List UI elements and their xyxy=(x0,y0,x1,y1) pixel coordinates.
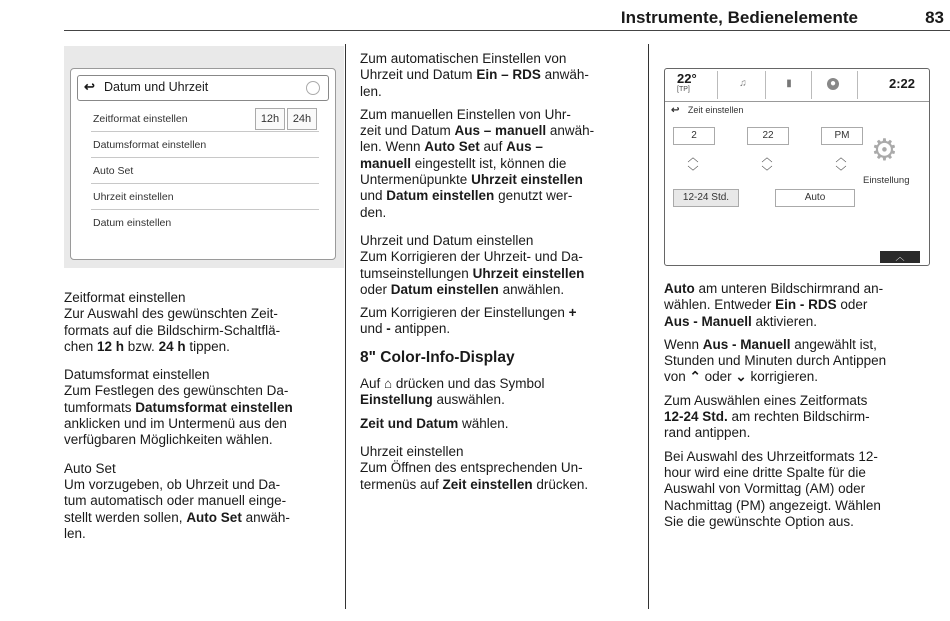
menu-row-set-time[interactable] xyxy=(91,185,319,210)
screen-date-time xyxy=(70,68,336,260)
column-divider xyxy=(345,44,346,609)
screen-set-time xyxy=(664,68,930,266)
hour-field: 2 xyxy=(673,127,715,145)
heading: Datumsformat einstellen xyxy=(64,367,210,383)
phone-icon[interactable]: ▮ xyxy=(786,78,792,89)
menu-row-date-format[interactable] xyxy=(91,133,319,158)
circle-icon xyxy=(306,81,320,95)
column-2 xyxy=(360,51,642,500)
separator xyxy=(811,71,812,99)
btn-auto[interactable]: Auto xyxy=(775,189,855,207)
hour-up-icon[interactable]: ︿ xyxy=(687,152,699,164)
figure-set-time-screen xyxy=(652,46,930,268)
info-icon[interactable]: ● xyxy=(827,78,839,90)
text-block: Wenn Aus - Manuell angewählt ist, Stunden und Minuten durch Antippen von ⌃ oder ⌄ korrigieren. xyxy=(664,336,887,385)
text-block: Auf ⌂ drücken und das Symbol Einstellung auswählen. xyxy=(360,376,545,408)
menu-row-label: Datum einstellen xyxy=(93,217,172,229)
hour-down-icon[interactable]: ﹀ xyxy=(687,166,699,178)
menu-row-label: Datumsformat einstellen xyxy=(93,139,207,151)
menu-titlebar xyxy=(77,75,329,101)
ampm-field: PM xyxy=(821,127,863,145)
temperature: 22° xyxy=(677,71,697,86)
text-block: Uhrzeit und Datum einstellen Zum Korrigieren der Uhrzeit- und Da- tumseinstellungen Uhrzeit einstellen oder Datum einstellen anwählen. xyxy=(360,232,585,297)
text-block: Zum Korrigieren der Einstellungen + und - antippen. xyxy=(360,305,577,337)
back-icon[interactable]: ↩ xyxy=(84,79,95,94)
page-header xyxy=(64,0,950,34)
heading: Zeitformat einstellen xyxy=(64,290,186,305)
music-icon[interactable]: ♫ xyxy=(739,78,747,89)
ampm-down-icon[interactable]: ﹀ xyxy=(835,166,847,178)
home-icon: ⌂ xyxy=(384,376,393,392)
section-heading: 8" Color-Info-Display xyxy=(360,348,515,366)
text-block: Auto Set Um vorzugeben, ob Uhrzeit und Da- tum automatisch oder manuell einge- stellt werden sollen, Auto Set anwäh- len. xyxy=(64,460,290,541)
page-number: 83 xyxy=(925,8,944,27)
menu-row-label: Zeitformat einstellen xyxy=(93,113,188,125)
text-block: Uhrzeit einstellen Zum Öffnen des entsprechenden Un- termenüs auf Zeit einstellen drücken. xyxy=(360,443,589,492)
btn-12-24[interactable]: 12-24 Std. xyxy=(673,189,739,207)
header-rule xyxy=(64,30,950,31)
text-block: Zum Auswählen eines Zeitformats 12-24 Std. am rechten Bildschirm- rand antippen. xyxy=(664,392,870,441)
collapse-button[interactable]: ︿ xyxy=(880,251,920,263)
gear-icon[interactable]: ⚙ xyxy=(871,134,898,167)
text-block: Datumsformat einstellen Zum Festlegen des gewünschten Da- tumformats Datumsformat einstellen anklicken und im Untermenü aus den verfügbaren Möglichkeiten wählen. xyxy=(64,367,293,448)
btn-24h[interactable]: 24h xyxy=(287,108,317,130)
menu-row-label: Auto Set xyxy=(93,165,134,177)
text-block: Bei Auswahl des Uhrzeitformats 12- hour wird eine dritte Spalte für die Auswahl von Vormittag (AM) oder Nachmittag (PM) angezeigt. Wählen Sie die gewünschte Option aus. xyxy=(664,448,881,529)
submenu-bar xyxy=(671,105,921,119)
separator xyxy=(857,71,858,99)
minute-up-icon[interactable]: ︿ xyxy=(761,152,773,164)
heading: Uhrzeit einstellen xyxy=(360,443,464,459)
chevron-down-icon: ⌄ xyxy=(735,369,747,385)
menu-row-auto-set[interactable] xyxy=(91,159,319,184)
text-block: Zum automatischen Einstellen von Uhrzeit und Datum Ein – RDS anwäh- len. xyxy=(360,51,589,99)
back-icon[interactable]: ↩ xyxy=(671,105,680,116)
submenu-title: Zeit einstellen xyxy=(687,105,744,115)
text-block: Zeitformat einstellen Zur Auswahl des gewünschten Zeit- formats auf die Bildschirm-Schaltflä- chen 12 h bzw. 24 h tippen. xyxy=(64,290,281,354)
separator xyxy=(717,71,718,99)
btn-12h[interactable]: 12h xyxy=(255,108,285,130)
clock: 2:22 xyxy=(888,76,915,91)
heading: Auto Set xyxy=(64,460,116,476)
menu-row-label: Uhrzeit einstellen xyxy=(93,191,174,203)
menu-row-time-format[interactable] xyxy=(91,107,319,132)
settings-label: Einstellung xyxy=(863,175,910,186)
minute-field: 22 xyxy=(747,127,789,145)
text-block: Zum manuellen Einstellen von Uhr- zeit und Datum Aus – manuell anwäh- len. Wenn Auto Set auf Aus – manuell eingestellt ist, können die Untermenüpunkte Uhrzeit einstellen und Datum einstellen genutzt wer- den. xyxy=(360,106,595,220)
text-block: Zeit und Datum wählen. xyxy=(360,415,509,431)
column-divider xyxy=(648,44,649,609)
column-3 xyxy=(664,281,944,537)
menu-row-set-date[interactable] xyxy=(91,211,319,235)
separator xyxy=(765,71,766,99)
menu-title: Datum und Uhrzeit xyxy=(104,80,209,94)
ampm-up-icon[interactable]: ︿ xyxy=(835,152,847,164)
chevron-up-icon: ⌃ xyxy=(689,369,701,385)
status-bar xyxy=(665,69,929,102)
tp-indicator: [TP] xyxy=(677,86,690,93)
heading: Uhrzeit und Datum einstellen xyxy=(360,232,534,248)
text-block: Auto am unteren Bildschirmrand an- wählen. Entweder Ein - RDS oder Aus - Manuell aktivieren. xyxy=(664,281,884,329)
minute-down-icon[interactable]: ﹀ xyxy=(761,166,773,178)
figure-date-time-menu xyxy=(64,46,344,268)
column-1 xyxy=(64,290,339,549)
chapter-title: Instrumente, Bedienelemente xyxy=(620,8,858,27)
